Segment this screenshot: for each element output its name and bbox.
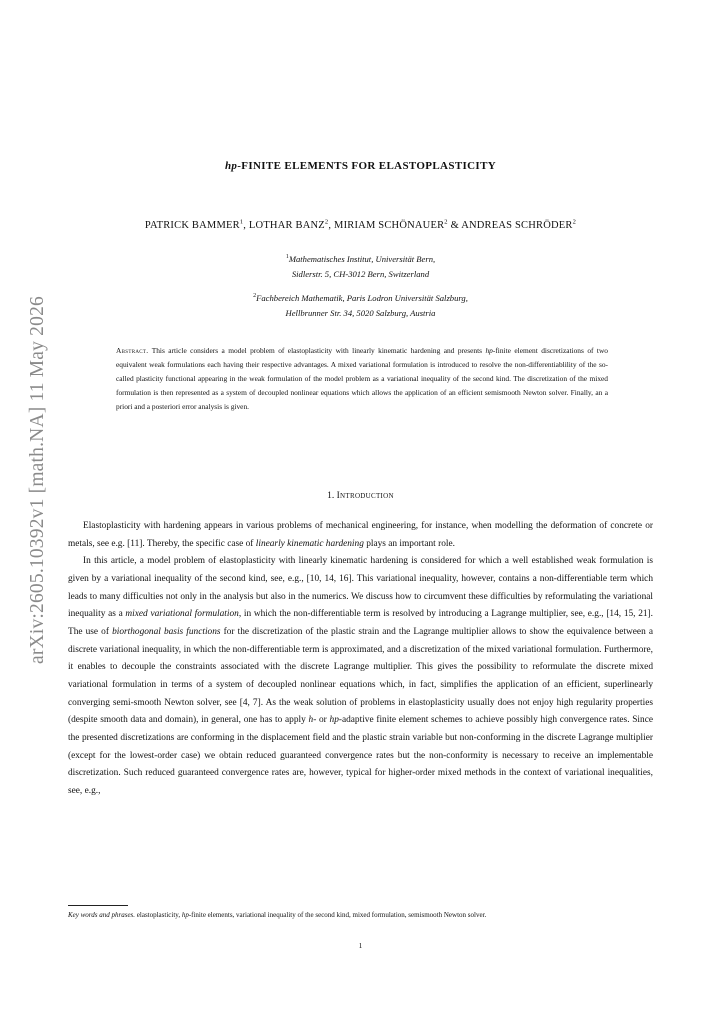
paragraph-2: In this article, a model problem of elastoplasticity with linearly kinematic hardening is considered for which a well established weak formulation is given by a variational inequality of the second kind, see, e.g., [10, 14, 16]. This variational inequality, however, contains a non-differentiable term which leads to many difficulties not only in the analysis but also in the numerics. We discuss how to circumvent these difficulties by reformulating the variational inequality as a mixed variational formulation, in which the non-differentiable term is resolved by introducing a Lagrange multiplier, see, e.g., [14, 15, 21]. The use of biorthogonal basis functions for the discretization of the plastic strain and the Lagrange multiplier allows to show the equivalence between a discrete variational inequality, in which the non-differentiable term is approximated, and a discretization of the mixed variational formulation. Furthermore, it enables to decouple the constraints associated with the discrete Lagrange multiplier. This gives the possibility to reformulate the discrete mixed variational formulation in terms of a system of decoupled nonlinear equations which, in fact, simplifies the application of an efficient, superlinearly converging semi-smooth Newton solver, see [4, 7]. As the weak solution of problems in elastoplasticity usually does not enjoy high regularity properties (despite smooth data and domain), in general, one has to apply h- or hp-adaptive finite element schemes to achieve possibly high convergence rates. Since the presented discretizations are conforming in the displacement field and the plastic strain variable but non-conforming in the discrete Lagrange multiplier (except for the lowest-order case) we obtain reduced guaranteed convergence rates but the non-conformity is necessary to receive an implementable discretization. Such reduced guaranteed convergence rates are, however, typical for higher-order mixed methods in the context of variational inequalities, see, e.g., <box>68 556 653 796</box>
arxiv-identifier-text: arXiv:2605.10392v1 [math.NA] 11 May 2026 <box>27 296 48 664</box>
footnote-label: Key words and phrases. <box>68 911 136 919</box>
affiliation-2: $^2$Fachbereich Mathematik, Paris Lodron Universität Salzburg, Hellbrunner Str. 34, 5020 Salzburg, Austria <box>253 292 468 318</box>
author-2: LOTHAR BANZ$^2$, <box>248 218 335 231</box>
title-rest: -FINITE ELEMENTS FOR ELASTOPLASTICITY <box>237 160 497 172</box>
abstract: Abstract. This article considers a model problem of elastoplasticity with linearly kinematic hardening and presents hp-finite element discretizations of two equivalent weak formulations each having their respective advantages. A mixed variational formulation is introduced to resolve the non-differentiablility of the so-called plasticity functional appearing in the weak formulation of the model problem as a variational inequality of the second kind. The discretization of the mixed formulation is then represented as a system of decoupled nonlinear equations which allows the application of an efficient semismooth Newton solver. Finally, an a priori and a posteriori error analysis is given. <box>116 346 608 412</box>
main-body-text <box>68 518 653 801</box>
author-4: ANDREAS SCHRÖDER$^2$ <box>461 218 577 231</box>
paper-title <box>0 160 721 172</box>
paragraph-1: Elastoplasticity with hardening appears in various problems of mechanical engineering, for instance, when modelling the deformation of concrete or metals, see e.g. [11]. Thereby, the specific case of linearly kinematic hardening plays an important role. <box>68 521 653 549</box>
footnote-keywords: Key words and phrases. elastoplasticity, hp-finite elements, variational inequality of the second kind, mixed formulation, semismooth Newton solver. <box>68 911 487 919</box>
author-1: PATRICK BAMMER$^1$, <box>144 218 249 231</box>
affiliation-1: $^1$Mathematisches Institut, Universität Bern, Sidlerstr. 5, CH-3012 Bern, Switzerland <box>285 253 436 279</box>
author-list <box>0 218 721 231</box>
author-3: MIRIAM SCHÖNAUER$^2$ & <box>334 218 462 231</box>
title-prefix: hp <box>224 160 238 172</box>
arxiv-identifier-stamp <box>18 270 58 690</box>
section-heading-introduction: 1. Introduction <box>327 491 394 501</box>
footnote-divider <box>68 905 128 906</box>
abstract-label: Abstract. <box>116 346 149 355</box>
page-number: 1 <box>358 941 363 950</box>
